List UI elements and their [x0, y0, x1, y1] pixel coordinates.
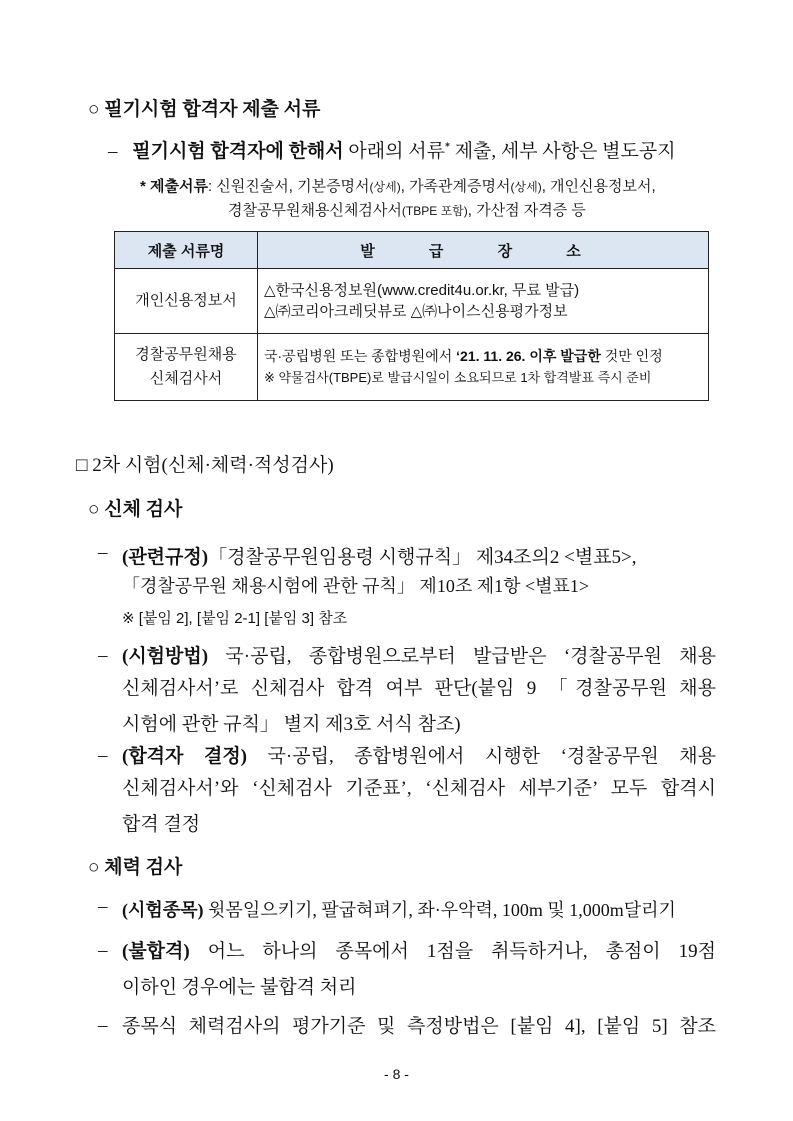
regulation-item-line2: 「경찰공무원 채용시험에 관한 규칙」 제10조 제1항 <별표1>: [122, 576, 590, 596]
test-method-line1: [122, 641, 716, 673]
item-label: (합격자 결정): [122, 746, 247, 767]
issue-place-line: [264, 346, 707, 367]
item-label: (시험종목): [122, 900, 204, 920]
dash-marker: –: [98, 940, 108, 961]
item-label: (관련규정): [122, 547, 209, 568]
item-text: 「경찰공무원임용령 시행규칙」 제34조의2 <별표5>,: [208, 547, 637, 568]
dash-marker: –: [98, 896, 108, 917]
section-heading-second-test: □ 2차 시험(신체·체력·적성검사): [76, 455, 334, 476]
table-row: [115, 269, 709, 334]
documents-table: [114, 231, 709, 401]
written-docs-tail: 제출, 세부 사항은 별도공지: [449, 141, 676, 162]
pass-decision-line3: 합격 결정: [122, 814, 201, 835]
submission-note-line2-a: 경찰공무원채용신체검사서: [228, 202, 402, 219]
table-cell-issue-place: [258, 334, 709, 401]
submission-note-line2-b: , 가산점 자격증 등: [467, 202, 586, 219]
issue-place-text: 것만 인정: [600, 348, 663, 364]
dash-marker: –: [98, 745, 108, 766]
table-header-doc-name: 제출 서류명: [115, 232, 258, 269]
submission-note-small2: (상세): [510, 180, 542, 194]
subsection-heading-physical: ○ 신체 검사: [88, 499, 183, 520]
submission-note-text2: , 가족관계증명서: [400, 178, 511, 195]
issue-place-line: △한국신용정보원(www.credit4u.or.kr, 무료 발급): [264, 282, 580, 299]
issue-date-requirement: ‘21. 11. 26. 이후 발급한: [456, 348, 601, 364]
table-cell-doc-name: 개인신용정보서: [115, 269, 258, 334]
issue-place-line: △㈜코리아크레딧뷰로 △㈜나이스신용평가정보: [264, 303, 568, 320]
asterisk-mark: *: [444, 141, 450, 153]
doc-name-line: 경찰공무원채용: [135, 346, 237, 363]
submission-note-line2: [228, 199, 586, 220]
item-text: 윗몸일으키기, 팔굽혀펴기, 좌·우악력, 100m 및 1,000m달리기: [203, 900, 676, 920]
dash-marker: –: [108, 141, 118, 162]
dash-marker: –: [98, 645, 108, 666]
table-cell-issue-place: [258, 269, 709, 334]
written-docs-rest: 아래의 서류: [343, 141, 445, 162]
dash-marker: –: [98, 1015, 108, 1036]
subsection-heading-fitness: ○ 체력 검사: [88, 857, 183, 878]
submission-note-line2-small: (TBPE 포함): [401, 204, 468, 218]
table-header-issue-place: 발 급 장 소: [258, 232, 709, 269]
table-row: [115, 334, 709, 401]
page-number: - 8 -: [384, 1066, 409, 1082]
regulation-note: ※ [붙임 2], [붙임 2-1] [붙임 3] 참조: [122, 610, 348, 627]
dash-marker: –: [98, 542, 108, 563]
test-events-item: [122, 896, 676, 922]
regulation-item: [122, 542, 637, 569]
submission-note-label: * 제출서류: [140, 178, 208, 195]
item-label: (시험방법): [122, 646, 209, 667]
item-text: 국·공립, 종합병원에서 시행한 ‘경찰공무원 채용: [247, 746, 716, 767]
table-cell-doc-name: [115, 334, 258, 401]
written-docs-line: [108, 136, 676, 163]
issue-place-note: ※ 약물검사(TBPE)로 발급시일이 소요되므로 1차 합격발표 즉시 준비: [264, 370, 652, 385]
pass-decision-line2: 신체검사서’와 ‘신체검사 기준표’, ‘신체검사 세부기준’ 모두 합격시: [122, 778, 716, 799]
test-method-line2: 신체검사서’로 신체검사 합격 여부 판단(붙임 9 「경찰공무원 채용: [122, 678, 716, 699]
test-method-line3: 시험에 관한 규칙」 별지 제3호 서식 참조): [122, 714, 461, 735]
issue-place-text: 국·공립병원 또는 종합병원에서: [264, 348, 457, 364]
doc-name-line: 신체검사서: [149, 370, 223, 387]
item-text: 어느 하나의 종목에서 1점을 취득하거나, 총점이 19점: [189, 941, 716, 962]
item-label: (불합격): [122, 941, 190, 962]
submission-note-small1: (상세): [369, 180, 401, 194]
submission-note-text3: , 개인신용정보서,: [541, 178, 656, 195]
table-header-row: [115, 232, 709, 269]
pass-decision-line1: [122, 741, 716, 773]
section-heading-written-docs: ○ 필기시험 합격자 제출 서류: [88, 99, 321, 120]
submission-note-line1: [140, 175, 656, 196]
written-docs-bold: 필기시험 합격자에 한해서: [132, 141, 344, 162]
submission-note-text1: : 신원진술서, 기본증명서: [207, 178, 370, 195]
item-text: 국·공립, 종합병원으로부터 발급받은 ‘경찰공무원 채용: [208, 646, 716, 667]
fail-item-line1: [122, 936, 716, 968]
evaluation-reference: 종목식 체력검사의 평가기준 및 측정방법은 [붙임 4], [붙임 5] 참조: [122, 1016, 716, 1037]
fail-item-line2: 이하인 경우에는 불합격 처리: [122, 977, 357, 998]
